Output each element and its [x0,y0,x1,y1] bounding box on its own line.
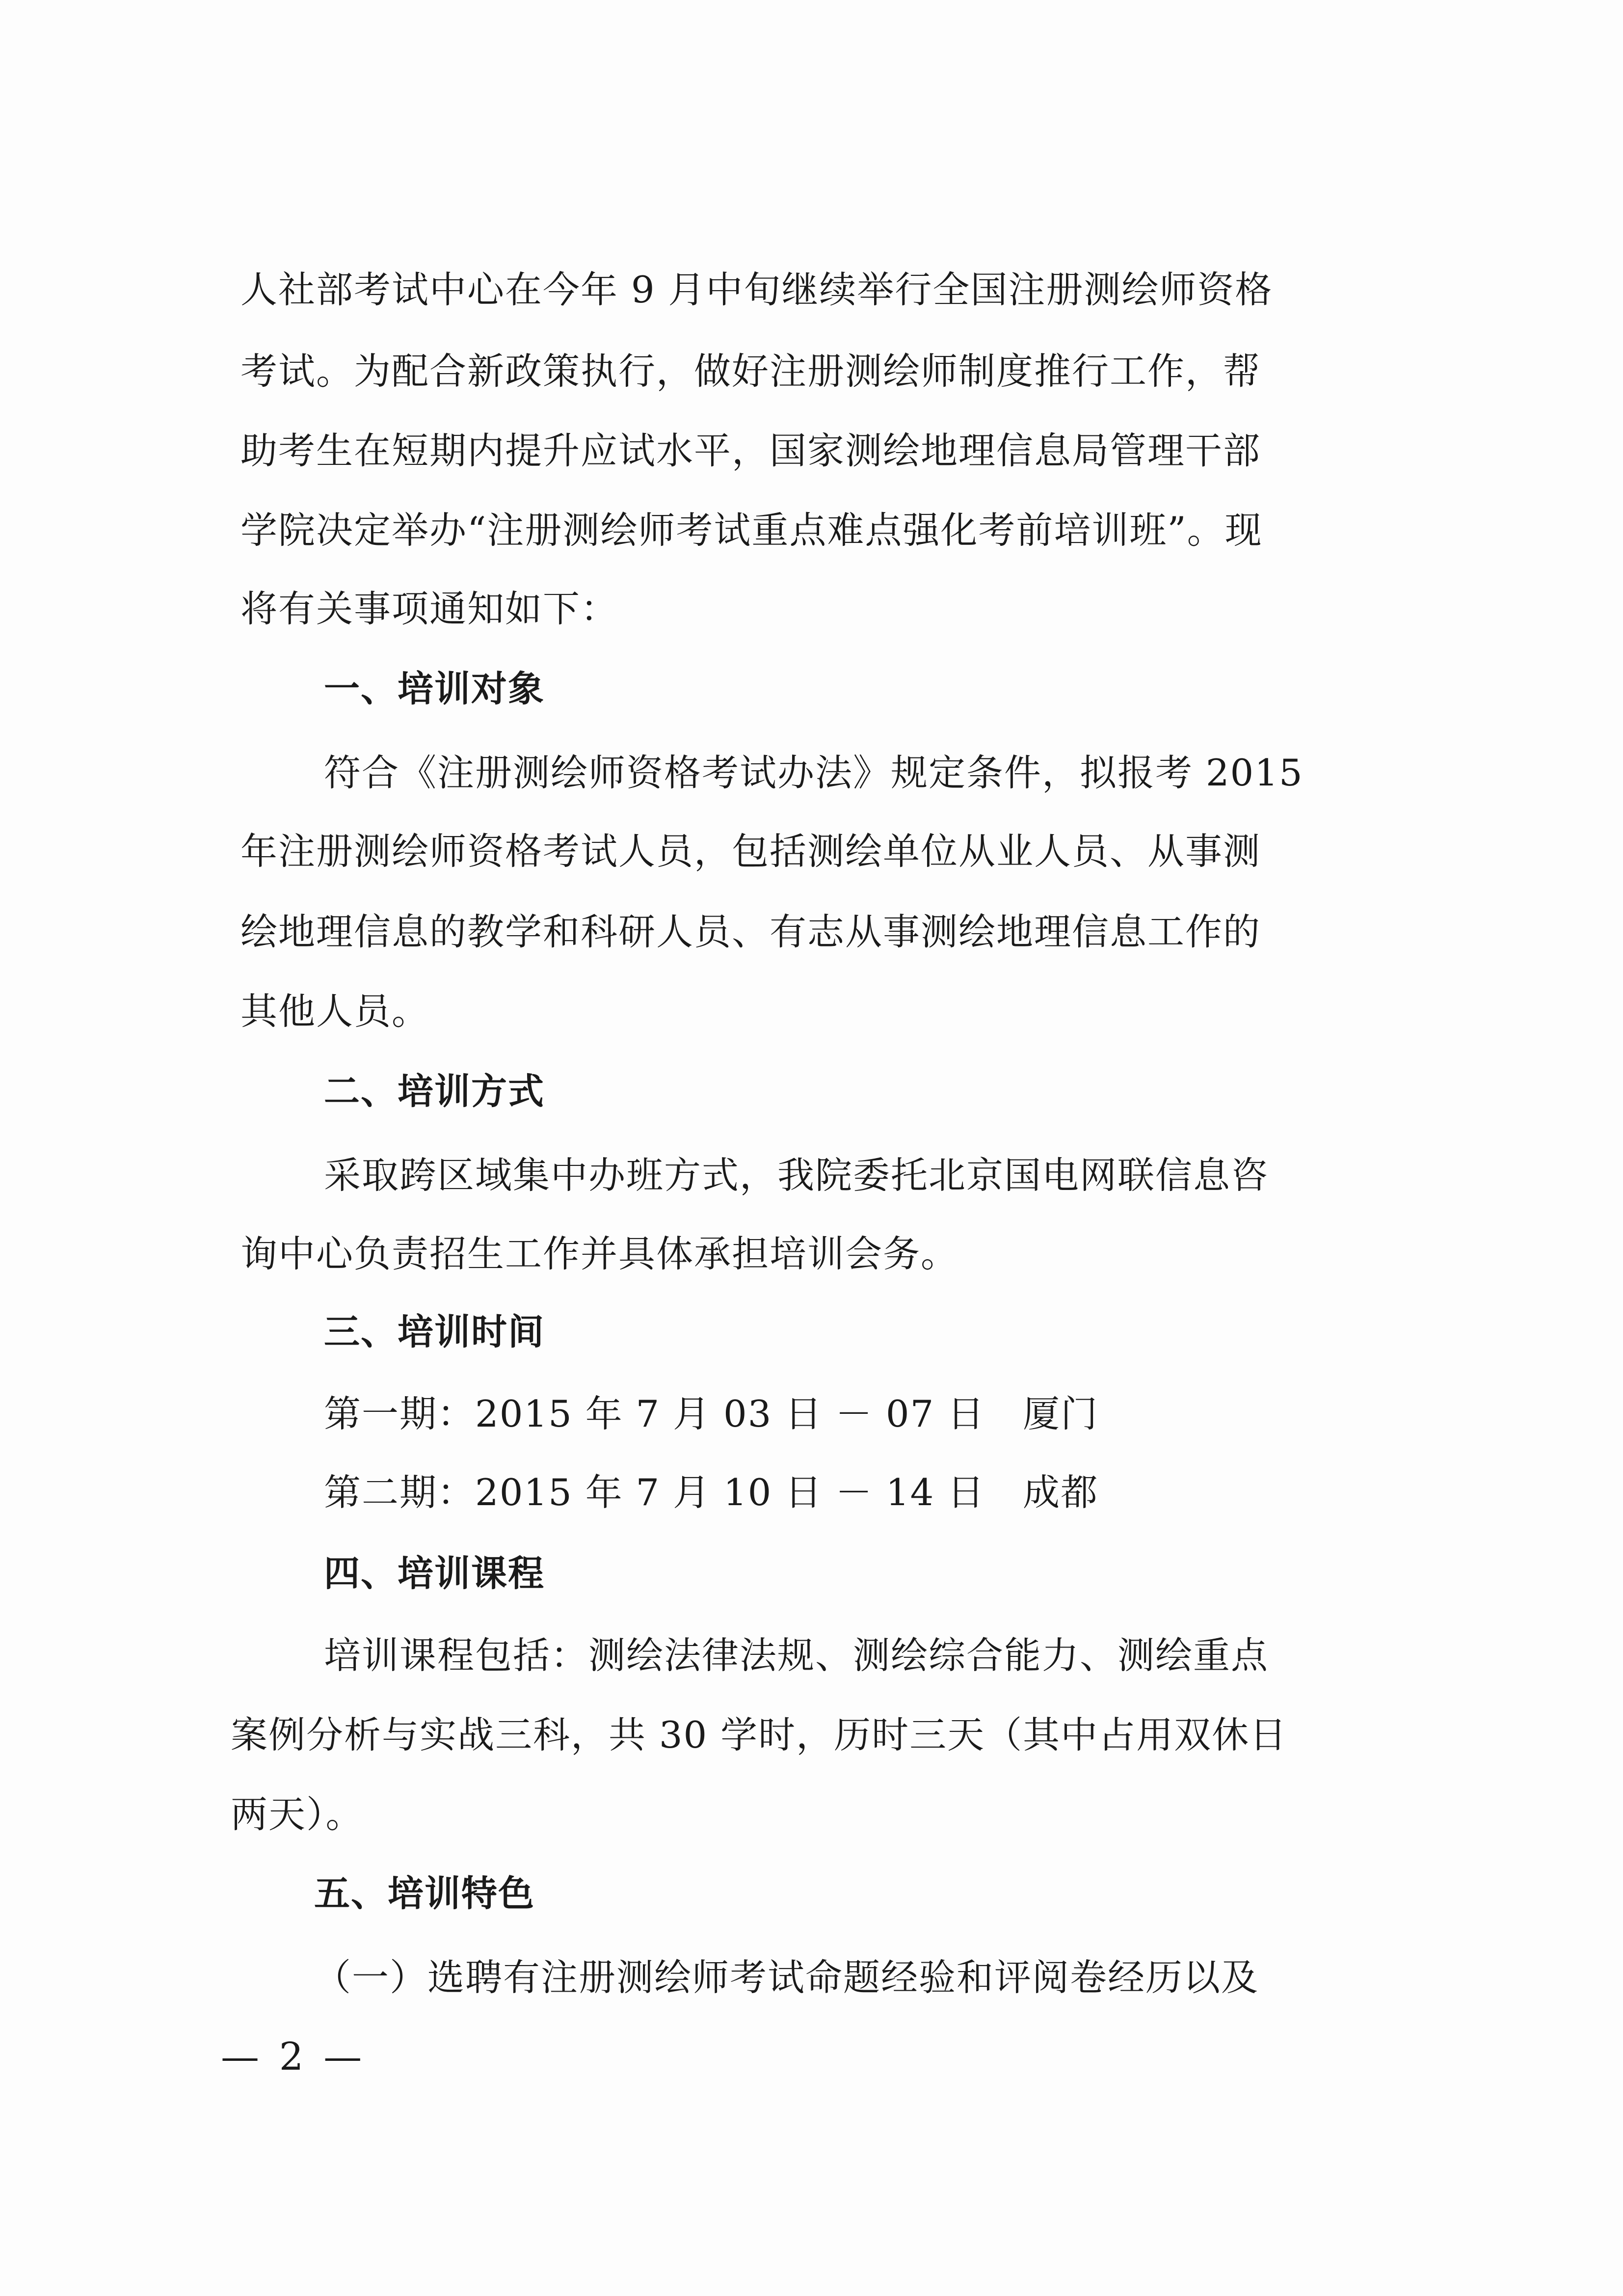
intro-line-5: 将有关事项通知如下： [240,587,619,630]
section1-line-1: 符合《注册测绘师资格考试办法》规定条件，拟报考 2015 [324,751,1304,794]
section4-line-1: 培训课程包括：测绘法律法规、测绘综合能力、测绘重点 [324,1634,1269,1677]
intro-line-3: 助考生在短期内提升应试水平，国家测绘地理信息局管理干部 [240,429,1261,472]
intro-line-2: 考试。为配合新政策执行，做好注册测绘师制度推行工作，帮 [240,350,1261,393]
page-number: — 2 — [221,2035,366,2079]
section1-line-3: 绘地理信息的教学和科研人员、有志从事测绘地理信息工作的 [240,910,1261,953]
intro-line-4: 学院决定举办“注册测绘师考试重点难点强化考前培训班”。现 [240,509,1263,552]
section-heading-training-time: 三、培训时间 [324,1311,545,1353]
section-heading-training-features: 五、培训特色 [314,1873,535,1915]
intro-line-1: 人社部考试中心在今年 9 月中旬继续举行全国注册测绘师资格 [240,268,1273,311]
section2-line-1: 采取跨区域集中办班方式，我院委托北京国电网联信息咨 [324,1154,1269,1197]
session-1: 第一期：2015 年 7 月 03 日 － 07 日 厦门 [324,1392,1099,1435]
section5-line-1: （一）选聘有注册测绘师考试命题经验和评阅卷经历以及 [314,1956,1259,1999]
section-heading-training-method: 二、培训方式 [324,1071,545,1112]
section1-line-4: 其他人员。 [240,990,430,1033]
section-heading-training-courses: 四、培训课程 [324,1553,545,1594]
section2-line-2: 询中心负责招生工作并具体承担培训会务。 [240,1232,959,1275]
section1-line-2: 年注册测绘师资格考试人员，包括测绘单位从业人员、从事测 [240,830,1261,873]
section-heading-training-target: 一、培训对象 [324,668,545,710]
section4-line-3: 两天）。 [231,1793,364,1836]
session-2: 第二期：2015 年 7 月 10 日 － 14 日 成都 [324,1471,1099,1514]
section4-line-2: 案例分析与实战三科，共 30 学时，历时三天（其中占用双休日 [231,1713,1288,1756]
